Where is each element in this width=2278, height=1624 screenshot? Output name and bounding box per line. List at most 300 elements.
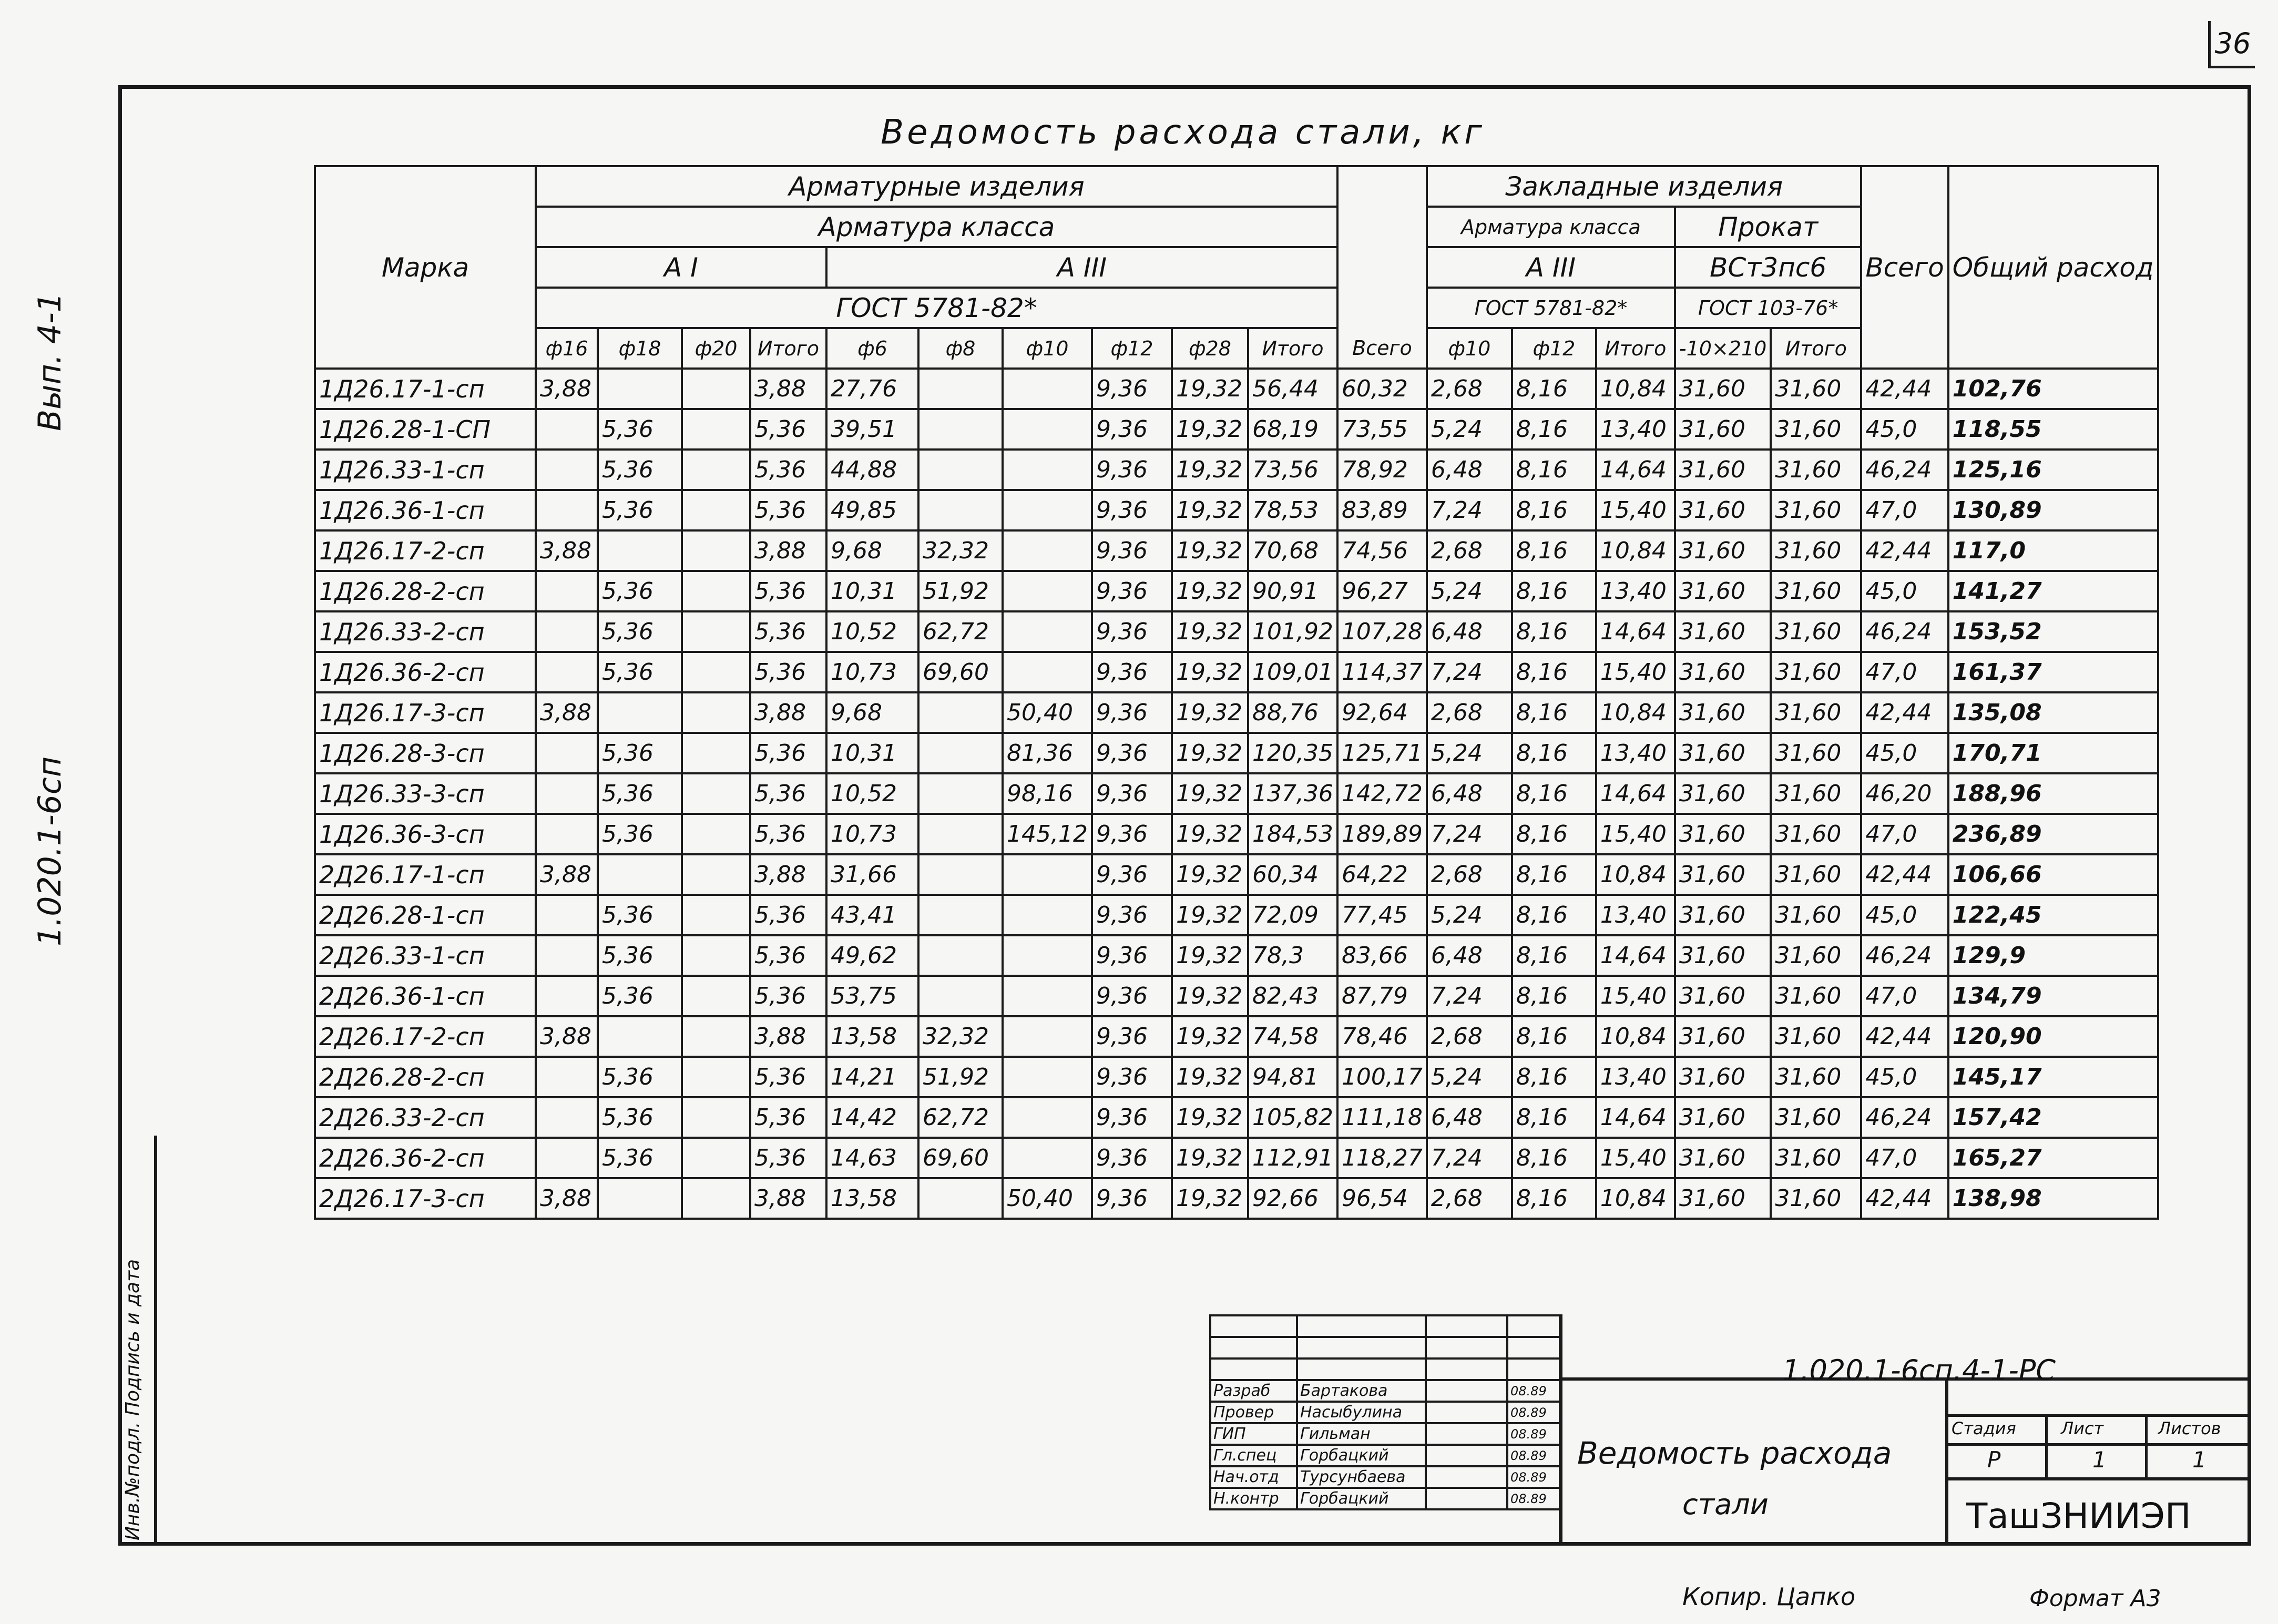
row-mark: 1Д26.33-2-сп — [315, 611, 536, 652]
signature-name: Бартакова — [1297, 1380, 1426, 1402]
table-cell: 15,40 — [1596, 814, 1675, 854]
table-cell: 5,36 — [598, 1097, 682, 1138]
table-cell: 7,24 — [1427, 814, 1512, 854]
table-cell: 236,89 — [1948, 814, 2158, 854]
table-cell: 19,32 — [1172, 490, 1248, 530]
table-cell — [1003, 976, 1092, 1016]
table-cell: 188,96 — [1948, 773, 2158, 814]
table-row — [315, 895, 2158, 935]
column-header: ф6 — [826, 328, 918, 369]
table-cell — [536, 1057, 598, 1097]
table-cell: 5,36 — [598, 773, 682, 814]
table-cell: 118,27 — [1337, 1138, 1427, 1178]
table-cell: 3,88 — [536, 1178, 598, 1219]
table-cell: 125,71 — [1337, 733, 1427, 773]
table-cell — [536, 571, 598, 611]
signature-row — [1210, 1488, 1560, 1509]
table-cell: 73,56 — [1248, 450, 1337, 490]
table-cell: 46,24 — [1861, 1097, 1948, 1138]
table-cell: 170,71 — [1948, 733, 2158, 773]
table-cell: 5,36 — [598, 611, 682, 652]
column-header: Итого — [750, 328, 826, 369]
table-row — [315, 935, 2158, 976]
table-cell: 46,20 — [1861, 773, 1948, 814]
table-cell: 47,0 — [1861, 1138, 1948, 1178]
row-mark: 2Д26.28-2-сп — [315, 1057, 536, 1097]
signature-role: Гл.спец — [1210, 1445, 1297, 1466]
table-cell: 31,60 — [1675, 1178, 1771, 1219]
table-cell: 7,24 — [1427, 652, 1512, 692]
stage-value: Р — [1987, 1447, 2001, 1473]
signature-row — [1210, 1466, 1560, 1488]
table-cell: 78,3 — [1248, 935, 1337, 976]
signature-role: Н.контр — [1210, 1488, 1297, 1509]
column-header: ф18 — [598, 328, 682, 369]
table-cell: 5,36 — [598, 935, 682, 976]
table-cell: 100,17 — [1337, 1057, 1427, 1097]
signature-date: 08.89 — [1507, 1380, 1560, 1402]
table-cell: 5,36 — [750, 935, 826, 976]
table-cell: 83,89 — [1337, 490, 1427, 530]
table-cell: 47,0 — [1861, 490, 1948, 530]
sheet-value: 1 — [2092, 1447, 2107, 1473]
table-cell — [918, 773, 1003, 814]
table-cell — [1003, 490, 1092, 530]
table-cell: 47,0 — [1861, 976, 1948, 1016]
table-cell — [918, 369, 1003, 409]
table-cell: 9,36 — [1092, 773, 1172, 814]
column-header: ф16 — [536, 328, 598, 369]
table-cell: 3,88 — [536, 530, 598, 571]
doc-name-line2: стали — [1682, 1488, 1769, 1521]
table-cell: 19,32 — [1172, 976, 1248, 1016]
signature-date: 08.89 — [1507, 1488, 1560, 1509]
table-cell: 31,60 — [1675, 490, 1771, 530]
row-mark: 1Д26.28-2-сп — [315, 571, 536, 611]
table-cell: 31,60 — [1771, 773, 1861, 814]
signature-cell — [1426, 1402, 1507, 1423]
table-cell: 5,36 — [750, 773, 826, 814]
table-row — [315, 450, 2158, 490]
table-cell: 6,48 — [1427, 935, 1512, 976]
table-cell — [918, 733, 1003, 773]
table-cell — [598, 1016, 682, 1057]
table-cell: 153,52 — [1948, 611, 2158, 652]
table-cell: 74,56 — [1337, 530, 1427, 571]
table-cell: 13,58 — [826, 1016, 918, 1057]
table-cell: 15,40 — [1596, 1138, 1675, 1178]
table-cell: 101,92 — [1248, 611, 1337, 652]
table-cell — [918, 895, 1003, 935]
table-cell: 31,60 — [1675, 611, 1771, 652]
table-cell: 8,16 — [1512, 692, 1596, 733]
table-cell: 46,24 — [1861, 450, 1948, 490]
table-cell: 120,35 — [1248, 733, 1337, 773]
row-mark: 2Д26.28-1-сп — [315, 895, 536, 935]
table-cell: 7,24 — [1427, 1138, 1512, 1178]
table-cell: 96,27 — [1337, 571, 1427, 611]
table-cell — [536, 1097, 598, 1138]
table-cell: 9,36 — [1092, 854, 1172, 895]
table-cell: 31,60 — [1771, 854, 1861, 895]
table-cell: 5,36 — [750, 450, 826, 490]
row-mark: 1Д26.33-3-сп — [315, 773, 536, 814]
table-cell: 142,72 — [1337, 773, 1427, 814]
header-emb-total: Всего — [1861, 166, 1948, 369]
row-mark: 2Д26.33-2-сп — [315, 1097, 536, 1138]
table-cell: 9,36 — [1092, 976, 1172, 1016]
table-cell: 161,37 — [1948, 652, 2158, 692]
table-cell: 9,36 — [1092, 1097, 1172, 1138]
table-cell: 98,16 — [1003, 773, 1092, 814]
table-cell: 8,16 — [1512, 895, 1596, 935]
row-mark: 2Д26.17-2-сп — [315, 1016, 536, 1057]
table-cell: 145,17 — [1948, 1057, 2158, 1097]
table-cell: 47,0 — [1861, 814, 1948, 854]
table-cell: 8,16 — [1512, 1016, 1596, 1057]
table-cell: 8,16 — [1512, 1138, 1596, 1178]
table-cell: 2,68 — [1427, 854, 1512, 895]
table-cell: 9,36 — [1092, 1057, 1172, 1097]
table-cell: 45,0 — [1861, 571, 1948, 611]
signature-cell — [1426, 1488, 1507, 1509]
table-cell — [918, 814, 1003, 854]
table-cell — [598, 369, 682, 409]
table-row — [315, 1057, 2158, 1097]
table-cell: 8,16 — [1512, 611, 1596, 652]
header-emb-arm-class: Арматура класса — [1427, 207, 1675, 247]
signature-name: Гильман — [1297, 1423, 1426, 1445]
table-cell: 14,64 — [1596, 450, 1675, 490]
table-cell: 50,40 — [1003, 692, 1092, 733]
table-cell: 46,24 — [1861, 611, 1948, 652]
table-cell: 31,60 — [1771, 1097, 1861, 1138]
table-cell: 31,60 — [1675, 854, 1771, 895]
table-cell — [1003, 611, 1092, 652]
table-cell — [682, 733, 750, 773]
table-cell: 31,60 — [1675, 895, 1771, 935]
table-cell: 5,36 — [750, 1057, 826, 1097]
column-header: Итого — [1771, 328, 1861, 369]
row-mark: 2Д26.36-1-сп — [315, 976, 536, 1016]
table-row — [315, 854, 2158, 895]
table-cell: 64,22 — [1337, 854, 1427, 895]
table-cell: 42,44 — [1861, 854, 1948, 895]
signature-date: 08.89 — [1507, 1466, 1560, 1488]
signature-role: Провер — [1210, 1402, 1297, 1423]
table-cell: 31,60 — [1675, 450, 1771, 490]
table-row — [315, 773, 2158, 814]
table-cell: 13,40 — [1596, 733, 1675, 773]
table-cell: 90,91 — [1248, 571, 1337, 611]
table-cell: 8,16 — [1512, 1057, 1596, 1097]
table-cell: 125,16 — [1948, 450, 2158, 490]
table-cell: 10,31 — [826, 733, 918, 773]
table-cell — [1003, 571, 1092, 611]
table-cell: 70,68 — [1248, 530, 1337, 571]
table-cell: 9,36 — [1092, 571, 1172, 611]
table-cell: 31,60 — [1771, 1138, 1861, 1178]
table-cell: 31,60 — [1675, 814, 1771, 854]
table-cell: 69,60 — [918, 1138, 1003, 1178]
table-cell — [918, 490, 1003, 530]
table-cell: 50,40 — [1003, 1178, 1092, 1219]
table-cell: 15,40 — [1596, 490, 1675, 530]
row-mark: 1Д26.17-3-сп — [315, 692, 536, 733]
table-cell — [918, 450, 1003, 490]
table-cell: 9,36 — [1092, 733, 1172, 773]
table-cell: 14,63 — [826, 1138, 918, 1178]
table-cell: 3,88 — [750, 530, 826, 571]
row-mark: 1Д26.17-1-сп — [315, 369, 536, 409]
table-cell: 118,55 — [1948, 409, 2158, 450]
table-cell: 5,24 — [1427, 895, 1512, 935]
table-cell: 78,53 — [1248, 490, 1337, 530]
organization: ТашЗНИИЭП — [1966, 1496, 2191, 1536]
table-cell: 31,60 — [1675, 935, 1771, 976]
table-cell: 145,12 — [1003, 814, 1092, 854]
table-row — [315, 814, 2158, 854]
table-cell: 45,0 — [1861, 1057, 1948, 1097]
table-cell: 72,09 — [1248, 895, 1337, 935]
table-cell: 105,82 — [1248, 1097, 1337, 1138]
table-cell — [536, 895, 598, 935]
table-cell: 92,64 — [1337, 692, 1427, 733]
header-gost-arm: ГОСТ 5781-82* — [536, 288, 1337, 328]
table-cell: 19,32 — [1172, 935, 1248, 976]
table-cell: 31,60 — [1675, 571, 1771, 611]
table-cell — [1003, 1138, 1092, 1178]
table-cell: 51,92 — [918, 1057, 1003, 1097]
table-cell: 122,45 — [1948, 895, 2158, 935]
table-cell: 32,32 — [918, 530, 1003, 571]
table-cell: 5,36 — [598, 1057, 682, 1097]
table-cell: 45,0 — [1861, 733, 1948, 773]
signature-role: ГИП — [1210, 1423, 1297, 1445]
header-armature-items: Арматурные изделия — [536, 166, 1337, 207]
table-cell: 8,16 — [1512, 1097, 1596, 1138]
table-cell: 3,88 — [750, 369, 826, 409]
table-cell: 3,88 — [536, 692, 598, 733]
table-cell: 9,36 — [1092, 895, 1172, 935]
table-cell: 6,48 — [1427, 773, 1512, 814]
table-cell: 31,60 — [1771, 409, 1861, 450]
table-cell: 157,42 — [1948, 1097, 2158, 1138]
table-cell: 92,66 — [1248, 1178, 1337, 1219]
table-cell: 31,60 — [1771, 733, 1861, 773]
table-cell — [682, 935, 750, 976]
table-cell — [918, 854, 1003, 895]
table-cell: 9,68 — [826, 530, 918, 571]
signature-name: Насыбулина — [1297, 1402, 1426, 1423]
table-cell — [1003, 652, 1092, 692]
table-cell: 44,88 — [826, 450, 918, 490]
table-cell: 31,60 — [1675, 1138, 1771, 1178]
table-cell: 94,81 — [1248, 1057, 1337, 1097]
table-cell: 31,60 — [1675, 652, 1771, 692]
signature-cell — [1426, 1466, 1507, 1488]
table-cell: 68,19 — [1248, 409, 1337, 450]
table-cell — [536, 450, 598, 490]
table-cell: 5,36 — [598, 814, 682, 854]
table-cell: 5,36 — [750, 976, 826, 1016]
table-cell: 43,41 — [826, 895, 918, 935]
table-cell: 9,36 — [1092, 692, 1172, 733]
table-cell — [918, 1178, 1003, 1219]
table-cell: 8,16 — [1512, 450, 1596, 490]
table-cell — [918, 692, 1003, 733]
column-header: ф12 — [1092, 328, 1172, 369]
table-cell: 106,66 — [1948, 854, 2158, 895]
row-mark: 2Д26.33-1-сп — [315, 935, 536, 976]
table-cell: 19,32 — [1172, 1178, 1248, 1219]
table-cell — [682, 490, 750, 530]
table-cell: 117,0 — [1948, 530, 2158, 571]
table-cell — [598, 854, 682, 895]
table-cell: 77,45 — [1337, 895, 1427, 935]
table-cell — [918, 976, 1003, 1016]
table-cell: 3,88 — [750, 1016, 826, 1057]
table-cell: 13,40 — [1596, 895, 1675, 935]
table-row — [315, 976, 2158, 1016]
table-cell: 2,68 — [1427, 530, 1512, 571]
table-cell: 78,46 — [1337, 1016, 1427, 1057]
table-cell: 9,36 — [1092, 1178, 1172, 1219]
table-cell: 31,60 — [1771, 450, 1861, 490]
table-cell: 7,24 — [1427, 490, 1512, 530]
table-cell: 8,16 — [1512, 530, 1596, 571]
table-cell: 31,60 — [1771, 490, 1861, 530]
table-row — [315, 1178, 2158, 1219]
table-cell: 9,68 — [826, 692, 918, 733]
signature-row — [1210, 1423, 1560, 1445]
table-cell: 62,72 — [918, 611, 1003, 652]
table-cell: 5,36 — [598, 733, 682, 773]
row-mark: 2Д26.17-3-сп — [315, 1178, 536, 1219]
table-cell: 10,84 — [1596, 1178, 1675, 1219]
table-cell: 9,36 — [1092, 450, 1172, 490]
table-cell — [536, 976, 598, 1016]
table-cell: 74,58 — [1248, 1016, 1337, 1057]
table-cell — [682, 571, 750, 611]
header-class-aiii: А III — [826, 247, 1337, 288]
table-cell — [918, 409, 1003, 450]
table-cell: 8,16 — [1512, 733, 1596, 773]
table-cell: 8,16 — [1512, 814, 1596, 854]
signature-row — [1210, 1380, 1560, 1402]
table-row — [315, 692, 2158, 733]
table-cell: 69,60 — [918, 652, 1003, 692]
page-title: Ведомость расхода стали, кг — [881, 113, 1485, 152]
table-cell — [1003, 450, 1092, 490]
table-cell: 141,27 — [1948, 571, 2158, 611]
table-cell: 31,60 — [1771, 652, 1861, 692]
table-cell: 31,60 — [1675, 1097, 1771, 1138]
row-mark: 1Д26.33-1-сп — [315, 450, 536, 490]
table-cell: 49,62 — [826, 935, 918, 976]
table-cell: 5,36 — [750, 652, 826, 692]
row-mark: 2Д26.36-2-сп — [315, 1138, 536, 1178]
header-steel: ВСт3пс6 — [1675, 247, 1861, 288]
table-cell: 13,40 — [1596, 571, 1675, 611]
signature-row — [1210, 1402, 1560, 1423]
header-emb-class-aiii: А III — [1427, 247, 1675, 288]
table-cell — [598, 1178, 682, 1219]
table-cell: 47,0 — [1861, 652, 1948, 692]
table-cell: 14,64 — [1596, 611, 1675, 652]
table-cell: 31,60 — [1771, 1178, 1861, 1219]
table-cell: 31,60 — [1771, 1057, 1861, 1097]
table-cell — [682, 611, 750, 652]
table-cell: 10,52 — [826, 773, 918, 814]
table-cell: 3,88 — [750, 692, 826, 733]
table-cell: 31,60 — [1771, 814, 1861, 854]
table-cell: 5,36 — [598, 490, 682, 530]
doc-name-line1: Ведомость расхода — [1577, 1435, 1892, 1471]
signature-date: 08.89 — [1507, 1423, 1560, 1445]
table-cell — [1003, 1097, 1092, 1138]
table-cell: 31,60 — [1771, 571, 1861, 611]
table-cell: 3,88 — [536, 369, 598, 409]
column-header: ф8 — [918, 328, 1003, 369]
table-cell — [1003, 369, 1092, 409]
table-cell — [682, 652, 750, 692]
table-cell: 31,60 — [1675, 692, 1771, 733]
column-header: ф28 — [1172, 328, 1248, 369]
table-cell: 135,08 — [1948, 692, 2158, 733]
table-cell: 31,60 — [1771, 611, 1861, 652]
table-cell: 9,36 — [1092, 1138, 1172, 1178]
table-cell: 5,36 — [750, 1097, 826, 1138]
table-cell: 10,84 — [1596, 692, 1675, 733]
table-cell: 87,79 — [1337, 976, 1427, 1016]
table-cell: 112,91 — [1248, 1138, 1337, 1178]
table-cell: 9,36 — [1092, 369, 1172, 409]
table-cell: 14,21 — [826, 1057, 918, 1097]
table-cell — [536, 1138, 598, 1178]
row-mark: 1Д26.28-3-сп — [315, 733, 536, 773]
table-cell: 10,84 — [1596, 530, 1675, 571]
table-cell: 31,60 — [1771, 935, 1861, 976]
steel-consumption-table — [314, 165, 2159, 1220]
table-cell — [682, 976, 750, 1016]
table-cell — [536, 773, 598, 814]
signature-role: Нач.отд — [1210, 1466, 1297, 1488]
table-cell: 5,24 — [1427, 1057, 1512, 1097]
table-cell: 19,32 — [1172, 895, 1248, 935]
table-cell: 46,24 — [1861, 935, 1948, 976]
table-row — [315, 1097, 2158, 1138]
table-cell: 5,36 — [598, 571, 682, 611]
column-header: ф10 — [1003, 328, 1092, 369]
header-prokat: Прокат — [1675, 207, 1861, 247]
table-cell: 19,32 — [1172, 450, 1248, 490]
table-cell: 31,60 — [1771, 1016, 1861, 1057]
table-cell — [1003, 1057, 1092, 1097]
table-cell: 102,76 — [1948, 369, 2158, 409]
table-cell: 31,60 — [1675, 733, 1771, 773]
table-cell: 19,32 — [1172, 1057, 1248, 1097]
row-mark: 1Д26.17-2-сп — [315, 530, 536, 571]
table-cell: 31,60 — [1675, 369, 1771, 409]
table-cell: 10,31 — [826, 571, 918, 611]
row-mark: 1Д26.36-1-сп — [315, 490, 536, 530]
table-cell: 9,36 — [1092, 935, 1172, 976]
table-cell: 42,44 — [1861, 1016, 1948, 1057]
sheets-label: Листов — [2158, 1418, 2221, 1438]
table-row — [315, 611, 2158, 652]
table-cell: 9,36 — [1092, 530, 1172, 571]
